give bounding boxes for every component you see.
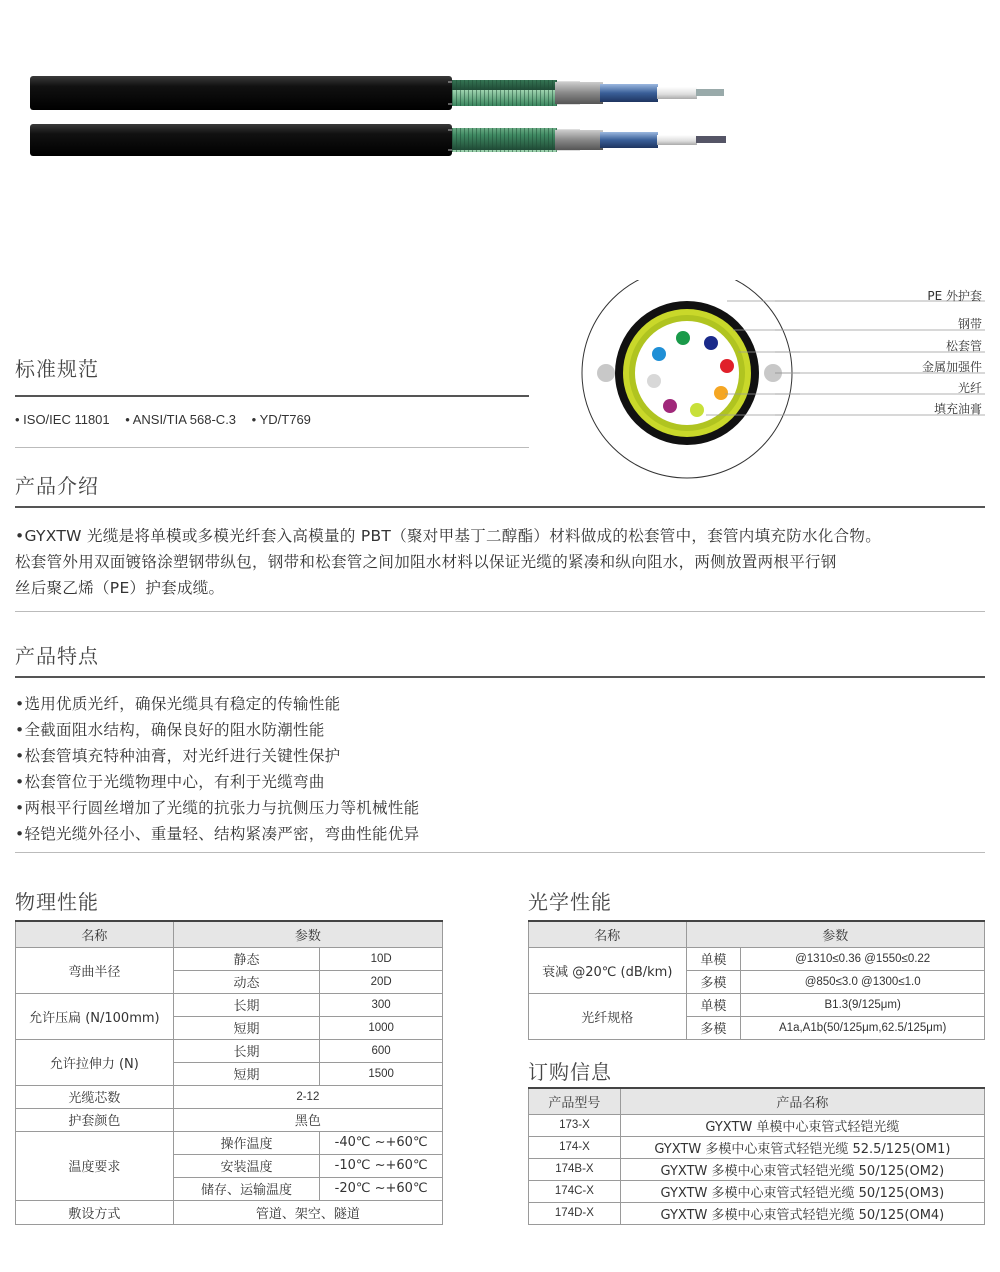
table-row xyxy=(529,947,985,970)
row-value: 600 xyxy=(320,1039,443,1062)
row-model: 174D-X xyxy=(529,1202,621,1224)
row-sublabel: 动态 xyxy=(173,970,320,993)
standards-list xyxy=(15,412,323,427)
header-model: 产品型号 xyxy=(529,1088,621,1114)
row-sublabel: 操作温度 xyxy=(173,1131,320,1154)
standards-bottom-rule xyxy=(15,447,529,448)
row-value: B1.3(9/125μm) xyxy=(741,993,985,1016)
row-value: 2-12 xyxy=(173,1085,442,1108)
table-header-row xyxy=(529,1088,985,1114)
table-header-row xyxy=(529,921,985,947)
physical-table xyxy=(15,920,443,1225)
order-title: 订购信息 xyxy=(528,1060,612,1084)
intro-title: 产品介绍 xyxy=(15,474,99,498)
row-sublabel: 安装温度 xyxy=(173,1154,320,1177)
row-label: 光纤规格 xyxy=(529,993,687,1039)
row-product: GYXTW 单模中心束管式轻铠光缆 xyxy=(620,1114,984,1136)
row-value: 1000 xyxy=(320,1016,443,1039)
feature-item: •选用优质光纤，确保光缆具有稳定的传输性能 xyxy=(15,695,341,713)
standards-rule xyxy=(15,395,529,397)
table-header-row xyxy=(16,921,443,947)
row-sublabel: 储存、运输温度 xyxy=(173,1177,320,1200)
table-row xyxy=(529,993,985,1016)
row-model: 173-X xyxy=(529,1114,621,1136)
row-value: -20℃ ~+60℃ xyxy=(320,1177,443,1200)
header-name: 名称 xyxy=(529,921,687,947)
label-filling-gel: 填充油膏 xyxy=(933,402,982,416)
row-model: 174B-X xyxy=(529,1158,621,1180)
standard-item: • ISO/IEC 11801 xyxy=(15,412,110,427)
intro-rule xyxy=(15,506,985,508)
row-label: 护套颜色 xyxy=(16,1108,174,1131)
features-title: 产品特点 xyxy=(15,644,99,668)
row-sublabel: 多模 xyxy=(686,1016,741,1039)
row-value: 管道、架空、隧道 xyxy=(173,1200,442,1224)
label-strength-member: 金属加强件 xyxy=(921,360,982,374)
row-model: 174-X xyxy=(529,1136,621,1158)
row-product: GYXTW 多模中心束管式轻铠光缆 50/125(OM2) xyxy=(620,1158,984,1180)
table-row xyxy=(16,1200,443,1224)
row-value: @850≤3.0 @1300≤1.0 xyxy=(741,970,985,993)
table-row xyxy=(529,1158,985,1180)
row-sublabel: 单模 xyxy=(686,993,741,1016)
table-row xyxy=(529,1180,985,1202)
row-label: 弯曲半径 xyxy=(16,947,174,993)
features-rule xyxy=(15,676,985,678)
physical-title: 物理性能 xyxy=(15,890,99,914)
standard-item: • YD/T769 xyxy=(251,412,311,427)
row-value: -10℃ ~+60℃ xyxy=(320,1154,443,1177)
row-sublabel: 单模 xyxy=(686,947,741,970)
row-sublabel: 长期 xyxy=(173,1039,320,1062)
cable-image-top xyxy=(30,76,724,110)
table-row xyxy=(16,1039,443,1062)
row-product: GYXTW 多模中心束管式轻铠光缆 50/125(OM4) xyxy=(620,1202,984,1224)
label-steel-tape: 钢带 xyxy=(957,317,982,331)
row-sublabel: 短期 xyxy=(173,1062,320,1085)
row-product: GYXTW 多模中心束管式轻铠光缆 50/125(OM3) xyxy=(620,1180,984,1202)
intro-line: 丝后聚乙烯（PE）护套成缆。 xyxy=(15,579,225,597)
table-row xyxy=(529,1114,985,1136)
header-param: 参数 xyxy=(686,921,984,947)
feature-item: •松套管填充特种油膏，对光纤进行关键性保护 xyxy=(15,747,341,765)
row-sublabel: 静态 xyxy=(173,947,320,970)
label-pe-jacket: PE 外护套 xyxy=(927,289,982,303)
optical-table xyxy=(528,920,985,1040)
table-row xyxy=(529,1136,985,1158)
row-value: 1500 xyxy=(320,1062,443,1085)
cable-cross-section-diagram xyxy=(575,280,800,505)
header-param: 参数 xyxy=(173,921,442,947)
row-value: 20D xyxy=(320,970,443,993)
table-row xyxy=(529,1202,985,1224)
row-model: 174C-X xyxy=(529,1180,621,1202)
label-loose-tube: 松套管 xyxy=(945,339,982,353)
cable-image-bottom xyxy=(30,124,726,156)
row-label: 敷设方式 xyxy=(16,1200,174,1224)
feature-item: •松套管位于光缆物理中心，有利于光缆弯曲 xyxy=(15,773,325,791)
row-value: 300 xyxy=(320,993,443,1016)
feature-item: •轻铠光缆外径小、重量轻、结构紧凑严密，弯曲性能优异 xyxy=(15,825,420,843)
optical-title: 光学性能 xyxy=(528,890,612,914)
row-sublabel: 短期 xyxy=(173,1016,320,1039)
row-label: 光缆芯数 xyxy=(16,1085,174,1108)
intro-line: 松套管外用双面镀铬涂塑钢带纵包，钢带和松套管之间加阻水材料以保证光缆的紧凑和纵向阻水，两侧放置两根平行钢 xyxy=(15,553,837,571)
label-fiber: 光纤 xyxy=(957,381,982,395)
row-label: 衰减 @20℃ (dB/km) xyxy=(529,947,687,993)
row-label: 温度要求 xyxy=(16,1131,174,1200)
row-label: 允许拉伸力 (N) xyxy=(16,1039,174,1085)
intro-line: •GYXTW 光缆是将单模或多模光纤套入高模量的 PBT（聚对甲基丁二醇酯）材料做成的松套管中，套管内填充防水化合物。 xyxy=(15,527,881,545)
row-sublabel: 多模 xyxy=(686,970,741,993)
features-bottom-rule xyxy=(15,852,985,853)
order-table xyxy=(528,1087,985,1225)
row-product: GYXTW 多模中心束管式轻铠光缆 52.5/125(OM1) xyxy=(620,1136,984,1158)
standard-item: • ANSI/TIA 568-C.3 xyxy=(125,412,237,427)
table-row xyxy=(16,1085,443,1108)
table-row xyxy=(16,1108,443,1131)
feature-item: •两根平行圆丝增加了光缆的抗张力与抗侧压力等机械性能 xyxy=(15,799,420,817)
feature-item: •全截面阻水结构，确保良好的阻水防潮性能 xyxy=(15,721,325,739)
row-label: 允许压扁 (N/100mm) xyxy=(16,993,174,1039)
row-value: @1310≤0.36 @1550≤0.22 xyxy=(741,947,985,970)
row-value: 黑色 xyxy=(173,1108,442,1131)
table-row xyxy=(16,947,443,970)
row-sublabel: 长期 xyxy=(173,993,320,1016)
cable-product-image xyxy=(0,60,760,170)
row-value: -40℃ ~+60℃ xyxy=(320,1131,443,1154)
intro-bottom-rule xyxy=(15,611,985,612)
header-name: 名称 xyxy=(16,921,174,947)
table-row xyxy=(16,993,443,1016)
header-product: 产品名称 xyxy=(620,1088,984,1114)
table-row xyxy=(16,1131,443,1154)
row-value: A1a,A1b(50/125μm,62.5/125μm) xyxy=(741,1016,985,1039)
standards-title: 标准规范 xyxy=(15,357,99,381)
row-value: 10D xyxy=(320,947,443,970)
